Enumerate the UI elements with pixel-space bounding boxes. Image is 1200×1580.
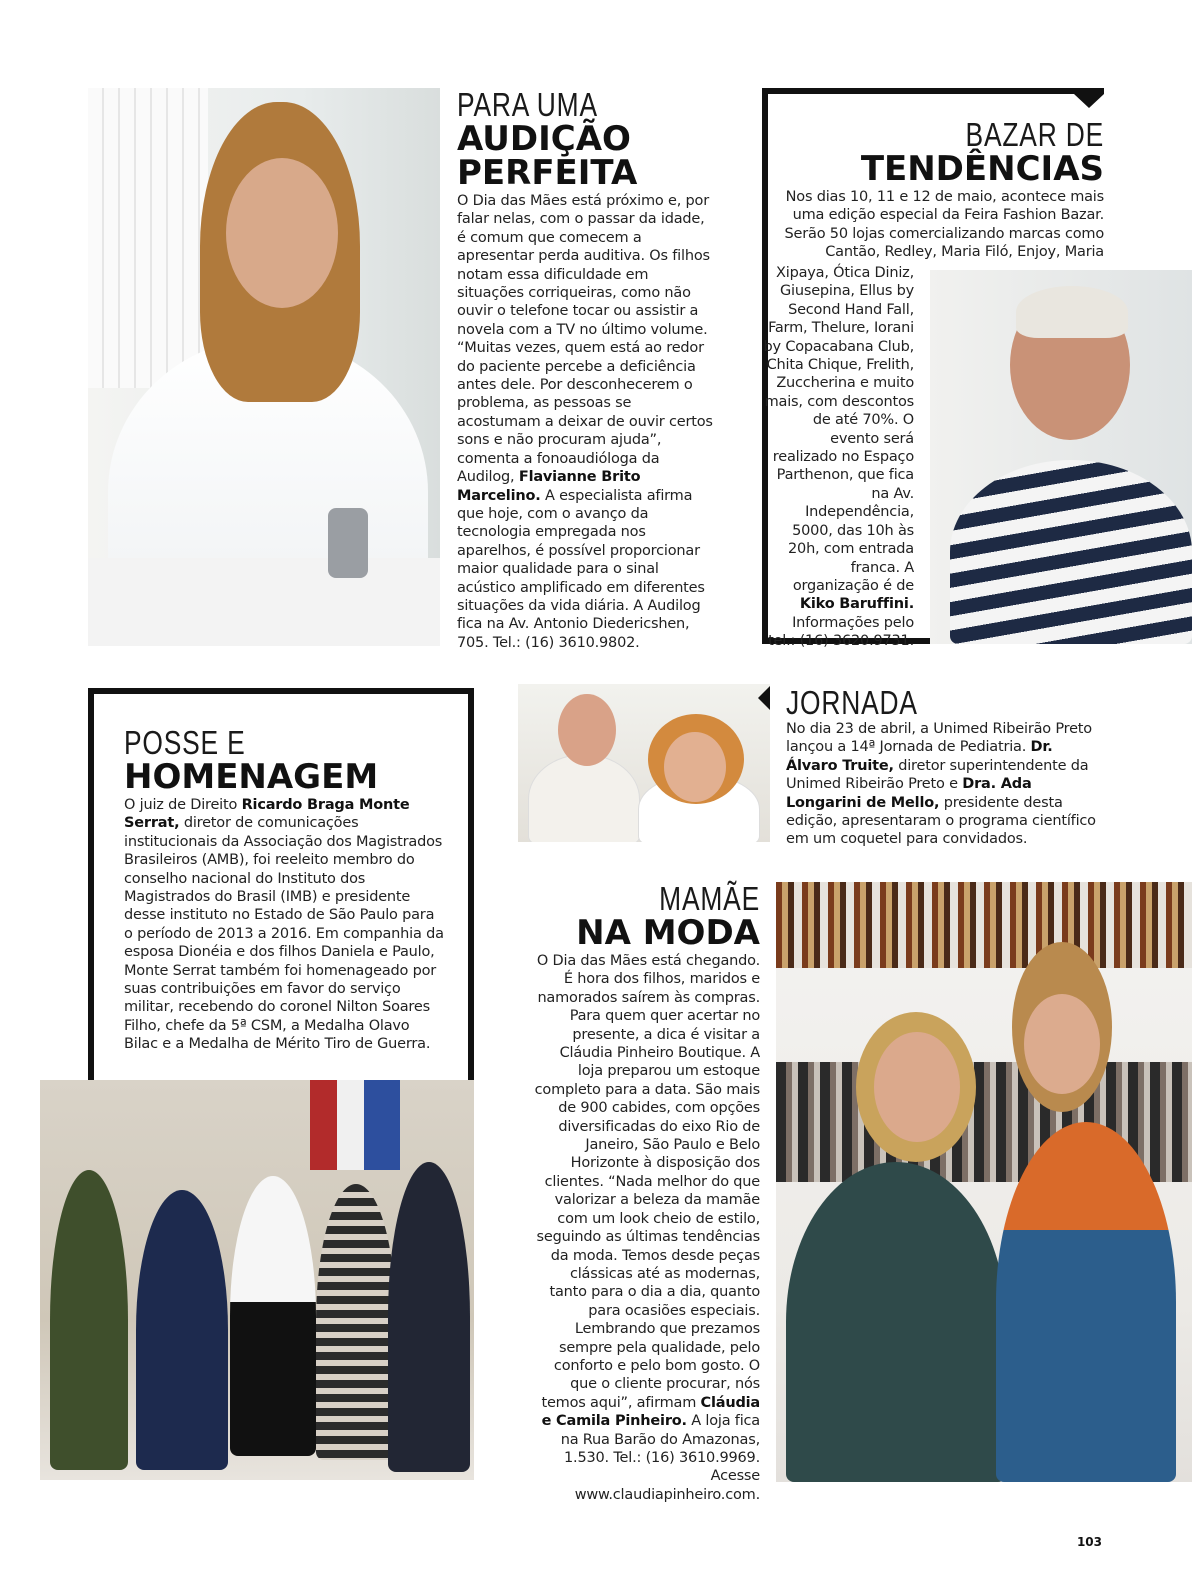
posse-text-2: diretor de comunicações institucionais da Associação dos Magistrados Brasileiros (AMB), foi reeleito membro do conselho nacional do Instituto dos Magistrados do Brasil (IMB) e presidente desse instituto no Estado de São Paulo para o período de 2013 a 2016. Em companhia da esposa Dionéia e dos filhos Daniela e Paulo, Monte Serrat também foi homenageado por suas contribuições em favor do serviço militar, recebendo do coronel Nilton Soares Filho, chefe da 5ª CSM, a Medalha Olavo Bilac e a Medalha de Mérito Tiro de Guerra. xyxy=(124,815,444,1053)
audicao-name: Flavianne Brito Marcelino. xyxy=(457,469,641,504)
jornada-triangle-marker xyxy=(758,686,770,710)
necklace-rack xyxy=(776,882,1192,968)
bazar-body xyxy=(762,264,914,651)
camila-face xyxy=(1024,994,1100,1094)
posse-frame-left xyxy=(88,688,94,1080)
bazar-headline: TENDÊNCIAS xyxy=(860,149,1104,189)
bazar-text-end: Informações pelo tel.: (16) 3620.9731. xyxy=(768,614,914,650)
figure-hair-bleached xyxy=(1016,286,1128,338)
bazar-column xyxy=(762,264,914,651)
jornada-name-2: Dra. Ada Longarini de Mello, xyxy=(786,776,1032,811)
mamae-text-1: O Dia das Mães está chegando. É hora dos filhos, maridos e namorados saírem às compras. Para quem quer acertar no presente, a dica é visitar a Cláudia Pinheiro Boutique. A loja preparou um estoque completo para a data. São mais de 900 cabides, com opções diversificadas do eixo Rio de Janeiro, São Paulo e Belo Horizonte à disposição dos clientes. “Nada melhor do que valorizar a beleza da mamãe com um look cheio de estilo, seguindo as últimas tendências da moda. Temos desde peças clássicas até as modernas, tanto para o dia a dia, quanto para ocasiões especiais. Lembrando que prezamos sempre pela qualidade, pelo conforto e pelo bom gosto. O que o cliente procurar, nós temos aqui”, afirmam xyxy=(534,953,760,1411)
bazar-kicker: BAZAR DE xyxy=(965,116,1104,153)
posse-frame-top xyxy=(88,688,474,694)
page-number: 103 xyxy=(1076,1535,1102,1549)
person-wife xyxy=(230,1176,316,1456)
mamae-name: Cláudia e Camila Pinheiro. xyxy=(541,1394,760,1430)
photo-kiko xyxy=(930,270,1192,644)
photo-boutique xyxy=(776,882,1192,1482)
mamae-body xyxy=(532,952,760,1504)
window-blinds xyxy=(88,88,208,388)
article-bazar xyxy=(780,118,1104,262)
audicao-text-2: A especialista afirma que hoje, com o avanço da tecnologia empregada nos aparelhos, é possível proporcionar maior qualidade para o sinal acústico amplificado em diferentes situações da vida diária. A Audilog fica na Av. Antonio Diedericshen, 705. Tel.: (16) 3610.9802. xyxy=(457,487,705,651)
mamae-kicker: MAMÃE xyxy=(659,880,760,917)
article-posse xyxy=(124,726,444,1054)
audicao-headline-line2: PERFEITA xyxy=(457,153,638,193)
jornada-text-3: presidente desta edição, apresentaram o programa científico em um coquetel para convidados. xyxy=(786,794,1096,848)
photo-jornada xyxy=(518,684,770,842)
figure-face xyxy=(226,158,338,308)
audicao-headline-line1: AUDIÇÃO xyxy=(457,119,631,159)
person-claudia xyxy=(786,1162,1006,1482)
posse-text-1: O juiz de Direito xyxy=(124,797,242,813)
doctor-face xyxy=(558,694,616,766)
claudia-face xyxy=(874,1032,960,1142)
article-jornada xyxy=(786,686,1106,849)
audicao-kicker: PARA UMA xyxy=(457,86,598,123)
jornada-text-2: diretor superintendente da Unimed Ribeirão Preto e xyxy=(786,757,1089,793)
ada-face xyxy=(664,732,726,802)
bazar-text-col: Xipaya, Ótica Diniz, Giusepina, Ellus by Second Hand Fall, Farm, Thelure, Iorani by Copacabana Club, Chita Chique, Frelith, Zuccherina e muito mais, com descontos de até 70%. O evento será realizado no Espaço Parthenon, que fica na Av. Independência, 5000, das 10h às 20h, com entrada franca. A organização é de xyxy=(763,265,914,594)
article-audicao xyxy=(457,88,717,652)
person-son xyxy=(388,1162,470,1472)
jornada-body xyxy=(786,720,1106,849)
article-mamae xyxy=(532,882,760,1504)
audicao-body xyxy=(457,192,717,652)
posse-kicker: POSSE E xyxy=(124,724,246,761)
jornada-name-1: Dr. Álvaro Truite, xyxy=(786,739,1053,774)
posse-headline: HOMENAGEM xyxy=(124,757,379,797)
photo-audiologist xyxy=(88,88,440,646)
posse-body xyxy=(124,796,444,1054)
person-judge xyxy=(136,1190,228,1470)
flags xyxy=(310,1080,400,1170)
bazar-frame-top xyxy=(762,88,1104,94)
jornada-kicker: JORNADA xyxy=(786,684,918,721)
posse-name: Ricardo Braga Monte Serrat, xyxy=(124,797,410,832)
desk xyxy=(88,558,440,646)
posse-frame-right xyxy=(468,688,474,1080)
photo-family-medals xyxy=(40,1080,474,1480)
bazar-name: Kiko Baruffini. xyxy=(799,596,914,613)
person-army-officer xyxy=(50,1170,128,1470)
bazar-text-top: Nos dias 10, 11 e 12 de maio, acontece mais uma edição especial da Feira Fashion Bazar. Serão 50 lojas comercializando marcas como Cantão, Redley, Maria Filó, Enjoy, Maria xyxy=(784,189,1104,261)
jornada-text-1: No dia 23 de abril, a Unimed Ribeirão Preto lançou a 14ª Jornada de Pediatria. xyxy=(786,721,1092,756)
person-daughter xyxy=(316,1184,396,1460)
mamae-text-2: A loja fica na Rua Barão do Amazonas, 1.530. Tel.: (16) 3610.9969. Acesse www.claudiapinheiro.com. xyxy=(560,1413,760,1503)
hearing-device xyxy=(328,508,368,578)
figure-striped-shirt xyxy=(950,460,1192,644)
person-camila xyxy=(996,1122,1176,1482)
audicao-text-1: O Dia das Mães está próximo e, por falar nelas, com o passar da idade, é comum que comecem a apresentar perda auditiva. Os filhos notam essa dificuldade em situações corriqueiras, como não ouvir o telefone tocar ou assistir a novela com a TV no último volume. “Muitas vezes, quem está ao redor do paciente percebe a deficiência antes dele. Por desconhecerem o problema, as pessoas se acostumam a deixar de ouvir certos sons e não procuram ajuda”, comenta a fonoaudióloga da Audilog, xyxy=(457,193,713,486)
bazar-triangle-marker xyxy=(1074,94,1104,108)
mamae-headline: NA MODA xyxy=(576,913,760,953)
person-doctor xyxy=(528,754,640,842)
